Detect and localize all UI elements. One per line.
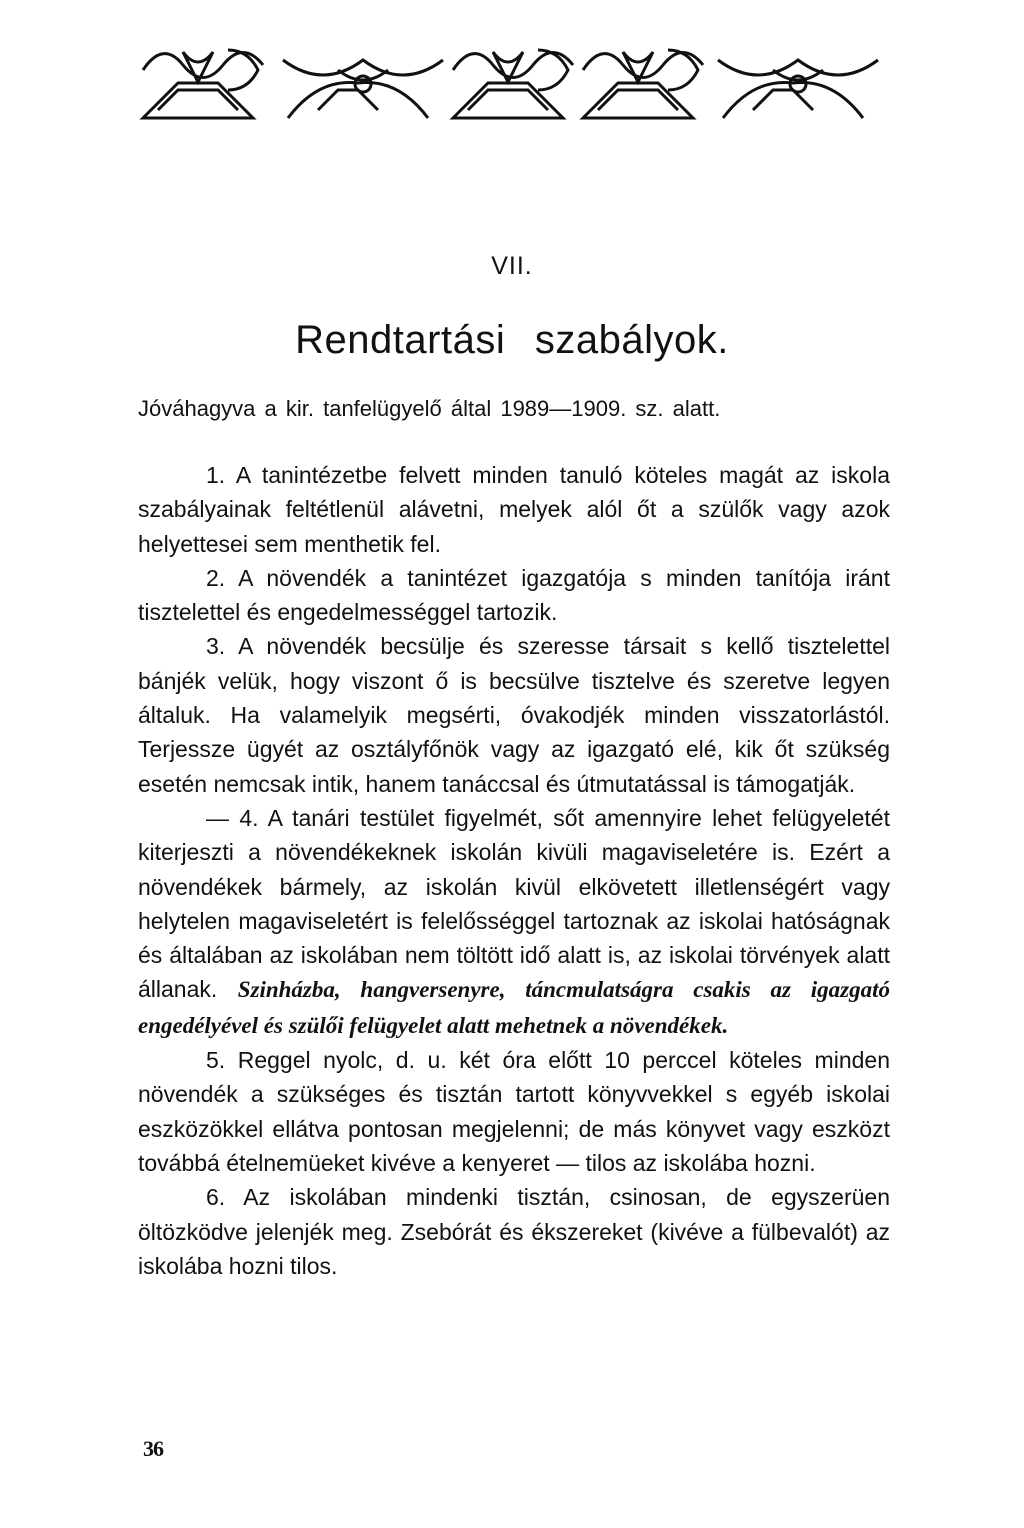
rule-paragraph: 6. Az iskolában mindenki tisztán, csinosan, de egyszerüen öltözködve jelenjék meg. Zsebórát és ékszereket (kivéve a fülbevalót) az iskolába hozni tilos. <box>138 1184 890 1279</box>
rule-paragraph <box>138 801 890 1043</box>
approval-note: Jóváhagyva a kir. tanfelügyelő által 1989—1909. sz. alatt. <box>138 396 721 421</box>
rules-body <box>138 458 890 1283</box>
rule-emphasis: Szinházba, hangversenyre, táncmulatságra csakis az igazgató engedélyével és szülői felügyelet alatt mehetnek a növendékek. <box>138 977 891 1038</box>
art-nouveau-ornament-header <box>138 40 884 122</box>
rule-text: — 4. A tanári testület figyelmét, sőt amennyire lehet felügyeletét kiterjeszti a növendékeknek iskolán kivüli magaviseletére is. Ezért a növendékek bármely, az iskolán kivül elkövetett illetlenségért vagy helytelen magaviseletért is felelősséggel tartoznak az iskolai hatóságnak és általában az iskolában nem töltött idő alatt is, az iskolai törvények alatt állanak. <box>138 804 890 1003</box>
chapter-numeral: VII. <box>491 252 533 280</box>
page-title: Rendtartási szabályok. <box>295 318 729 362</box>
rule-paragraph: 2. A növendék a tanintézet igazgatója s minden tanítója iránt tisztelettel és engedelmességgel tartozik. <box>138 564 890 626</box>
page-number: 36 <box>143 1436 163 1461</box>
rule-paragraph: 1. A tanintézetbe felvett minden tanuló köteles magát az iskola szabályainak feltétlenül alávetni, melyek alól őt a szülők vagy azok helyettesei sem menthetik fel. <box>138 462 890 557</box>
rule-paragraph: 5. Reggel nyolc, d. u. két óra előtt 10 perccel köteles minden növendék a szükséges és tisztán tartott könyvvekkel s egyéb iskolai eszközökkel ellátva pontosan megjelenni; de más könyvet vagy eszközt továbbá ételnemüeket kivéve a kenyeret — tilos az iskolába hozni. <box>138 1047 890 1176</box>
rule-paragraph: 3. A növendék becsülje és szeresse társait s kellő tisztelettel bánjék velük, hogy viszont ő is becsülve tisztelve és szeretve legyen általuk. Ha valamelyik megsérti, óvakodjék minden visszatorlástól. Terjessze ügyét az osztályfőnök vagy az igazgató elé, kik őt szükség esetén nemcsak intik, hanem tanáccsal és útmutatással is támogatják. <box>138 633 890 797</box>
